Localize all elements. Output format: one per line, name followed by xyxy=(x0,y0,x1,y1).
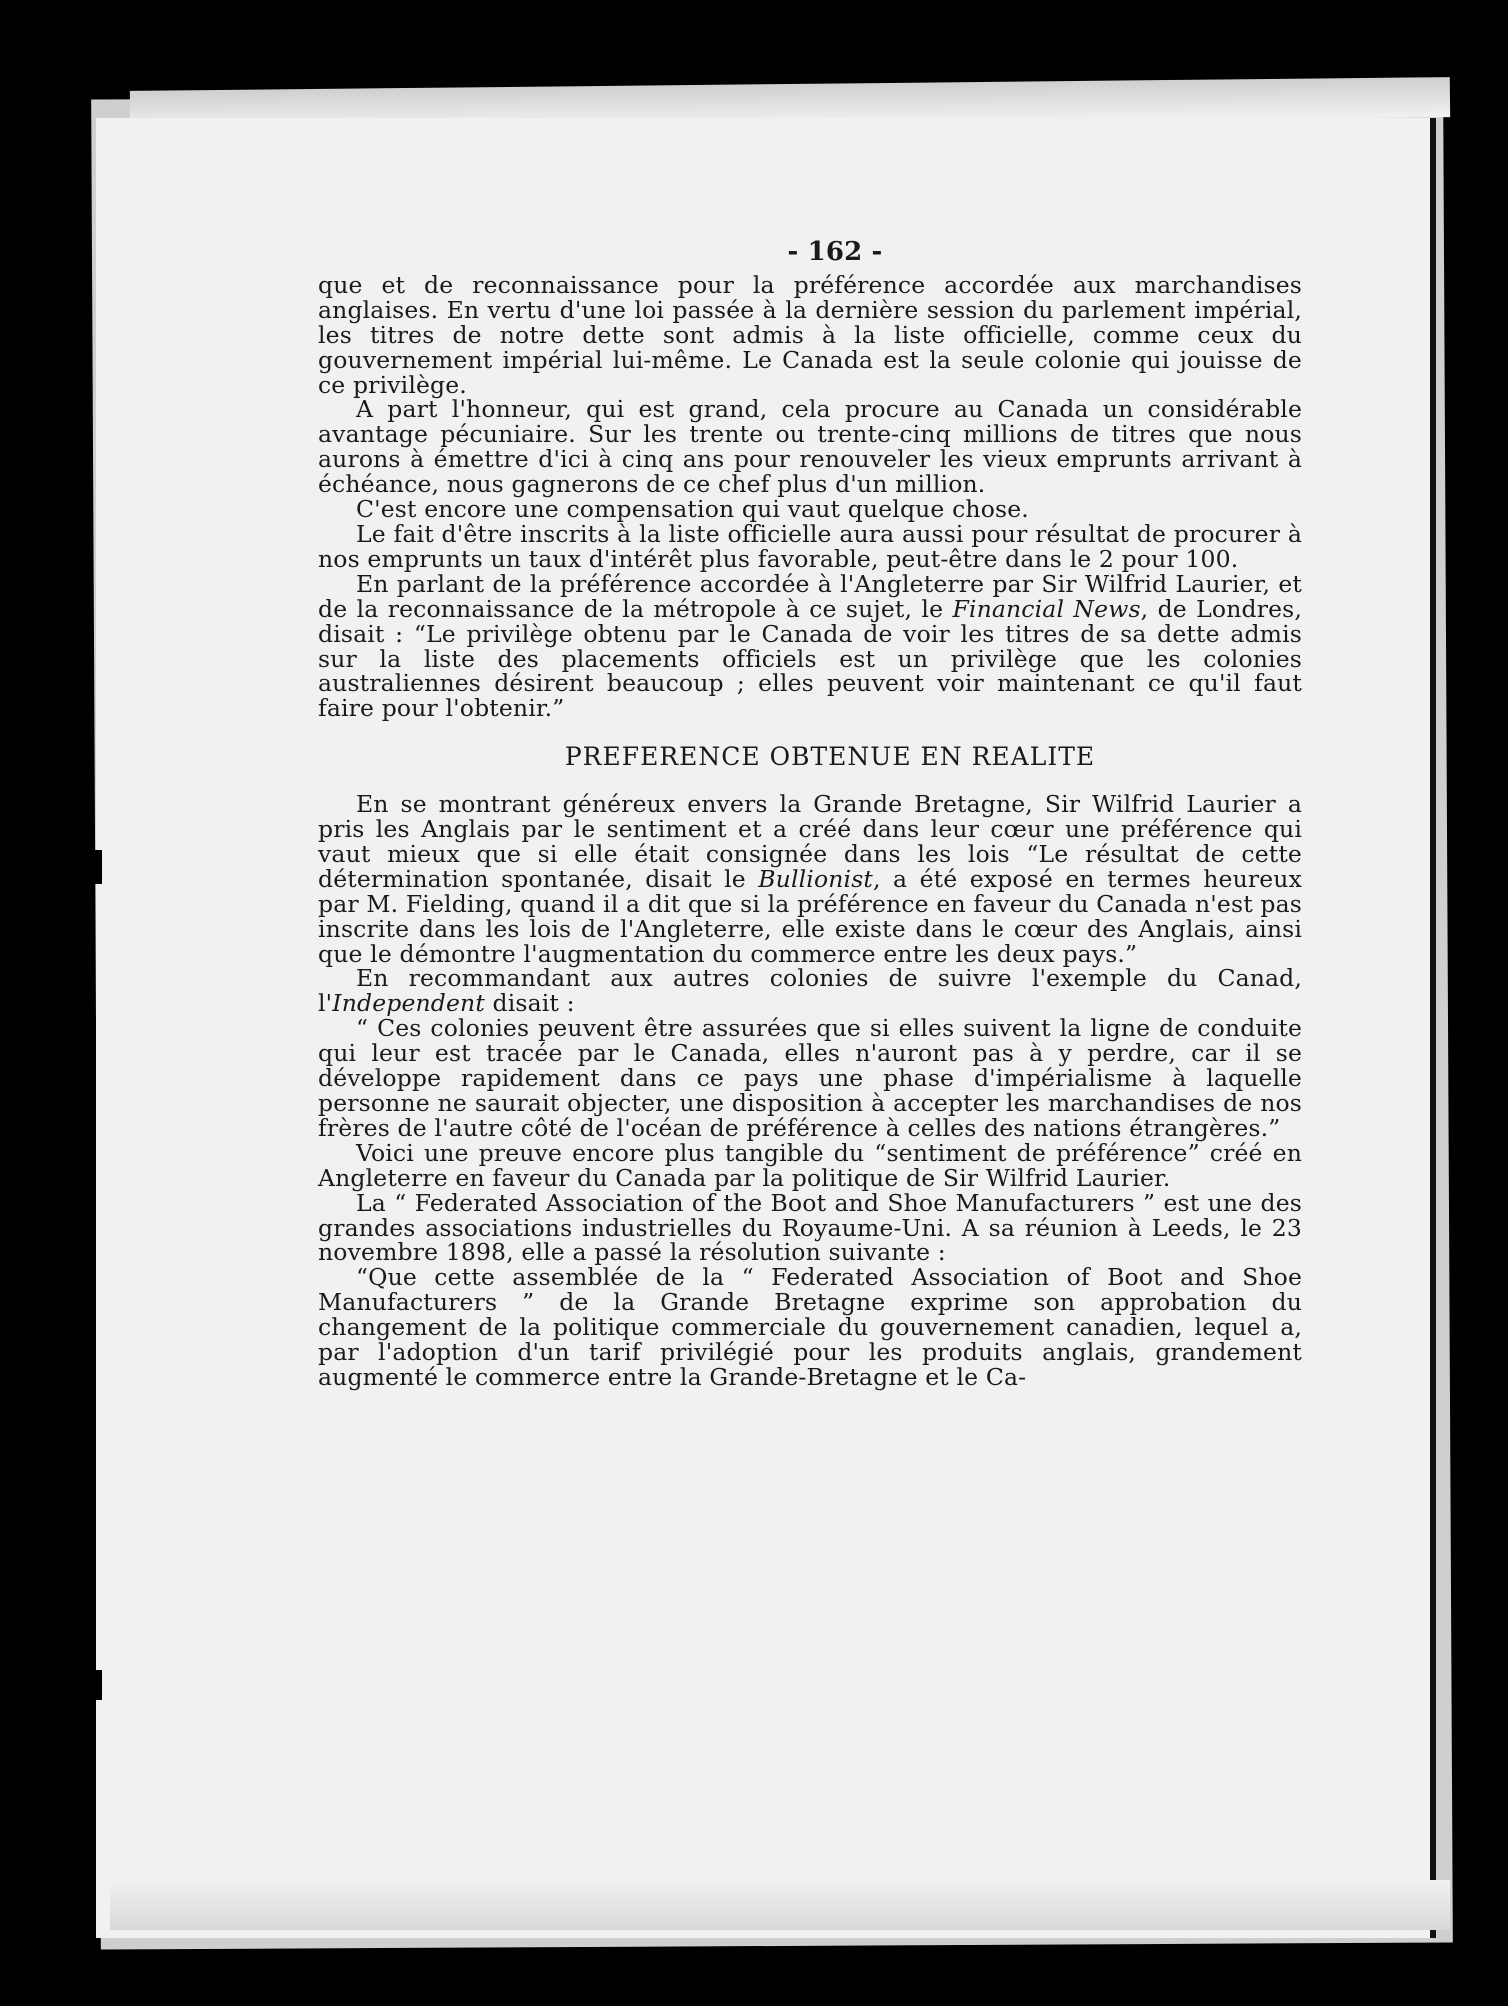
paragraph: “ Ces colonies peuvent être assurées que si elles suivent la ligne de conduite qui leur est tracée par le Canada, elles n'auront pas à y perdre, car il se développe rapidement dans ce pays une phase d'impérialisme à laquelle personne ne saurait objecter, une disposition à accepter les marchandises de nos frères de l'autre côté de l'océan de préférence à celles des nations étrangères.” xyxy=(318,1014,1302,1142)
margin-mark xyxy=(92,850,102,884)
page-content xyxy=(318,237,1302,1391)
paragraph: Voici une preuve encore plus tangible du “sentiment de préférence” créé en Angleterre en faveur du Canada par la politique de Sir Wilfrid Laurier. xyxy=(318,1138,1302,1192)
paragraph-text: En parlant de la préférence accordée à l'Angleterre par Sir Wilfrid Laurier, et de la reconnaissance de la métropole à ce sujet, le xyxy=(318,569,1302,623)
paragraph xyxy=(318,569,1302,723)
paragraph-text: , de Londres, disait : “Le privilège obtenu par le Canada de voir les titres de sa dette admis sur la liste des placements officiels est un privilège que les colonies australiennes désirent beaucoup ; elles peuvent voir maintenant ce qu'il faut faire pour l'obtenir.” xyxy=(318,594,1302,723)
paragraph: que et de reconnaissance pour la préférence accordée aux marchandises anglaises. En vertu d'une loi passée à la dernière session du parlement impérial, les titres de notre dette sont admis à la liste officielle, comme ceux du gouvernement impérial lui-même. Le Canada est la seule colonie qui jouisse de ce privilège. xyxy=(318,270,1302,399)
paragraph: Le fait d'être inscrits à la liste officielle aura aussi pour résultat de procurer à nos emprunts un taux d'intérêt plus favorable, peut-être dans le 2 pour 100. xyxy=(318,519,1302,573)
paragraph-text: , a été exposé en termes heureux par M. Fielding, quand il a dit que si la préférence en faveur du Canada n'est pas inscrite dans les lois de l'Angleterre, elle existe dans le cœur des Anglais, ainsi que le démontre l'augmentation du commerce entre les deux pays.” xyxy=(318,864,1302,968)
paragraph-text: En se montrant généreux envers la Grande Bretagne, Sir Wilfrid Laurier a pris les Anglais par le sentiment et a créé dans leur cœur une préférence qui vaut mieux que si elle était consignée dans les lois “Le résultat de cette détermination spontanée, disait le xyxy=(318,790,1302,893)
paragraph xyxy=(318,966,1302,1016)
page-number: - 162 - xyxy=(787,237,883,267)
paragraph: “Que cette assemblée de la “ Federated Association of Boot and Shoe Manufacturers ” de la Grande Bretagne exprime son approbation du changement de la politique commerciale du gouvernement canadien, lequel a, par l'adoption d'un tarif privilégié pour les produits anglais, grandement augmenté le commerce entre la Grande-Bretagne et le Ca- xyxy=(318,1263,1302,1391)
paragraph: C'est encore une compensation qui vaut quelque chose. xyxy=(356,495,1029,524)
paragraph-text: disait : xyxy=(484,989,575,1018)
section-heading: PREFERENCE OBTENUE EN REALITE xyxy=(564,742,1096,772)
paragraph: La “ Federated Association of the Boot and Shoe Manufacturers ” est une des grandes associations industrielles du Royaume-Uni. A sa réunion à Leeds, le 23 novembre 1898, elle a passé la résolution suivante : xyxy=(318,1188,1302,1267)
paragraph: A part l'honneur, qui est grand, cela procure au Canada un considérable avantage pécuniaire. Sur les trente ou trente-cinq millions de titres que nous aurons à émettre d'ici à cinq ans pour renouveler les vieux emprunts arrivant à échéance, nous gagnerons de ce chef plus d'un million. xyxy=(318,395,1302,499)
publication-name: Bullionist xyxy=(758,864,874,893)
margin-mark xyxy=(92,1670,102,1700)
publication-name: Financial News xyxy=(952,594,1141,623)
paragraph xyxy=(318,792,1302,966)
paragraph-text: En recommandant aux autres colonies de suivre l'exemple du Canad, l' xyxy=(318,964,1302,1018)
bottom-fold xyxy=(110,1880,1450,1930)
publication-name: Independent xyxy=(332,989,485,1018)
